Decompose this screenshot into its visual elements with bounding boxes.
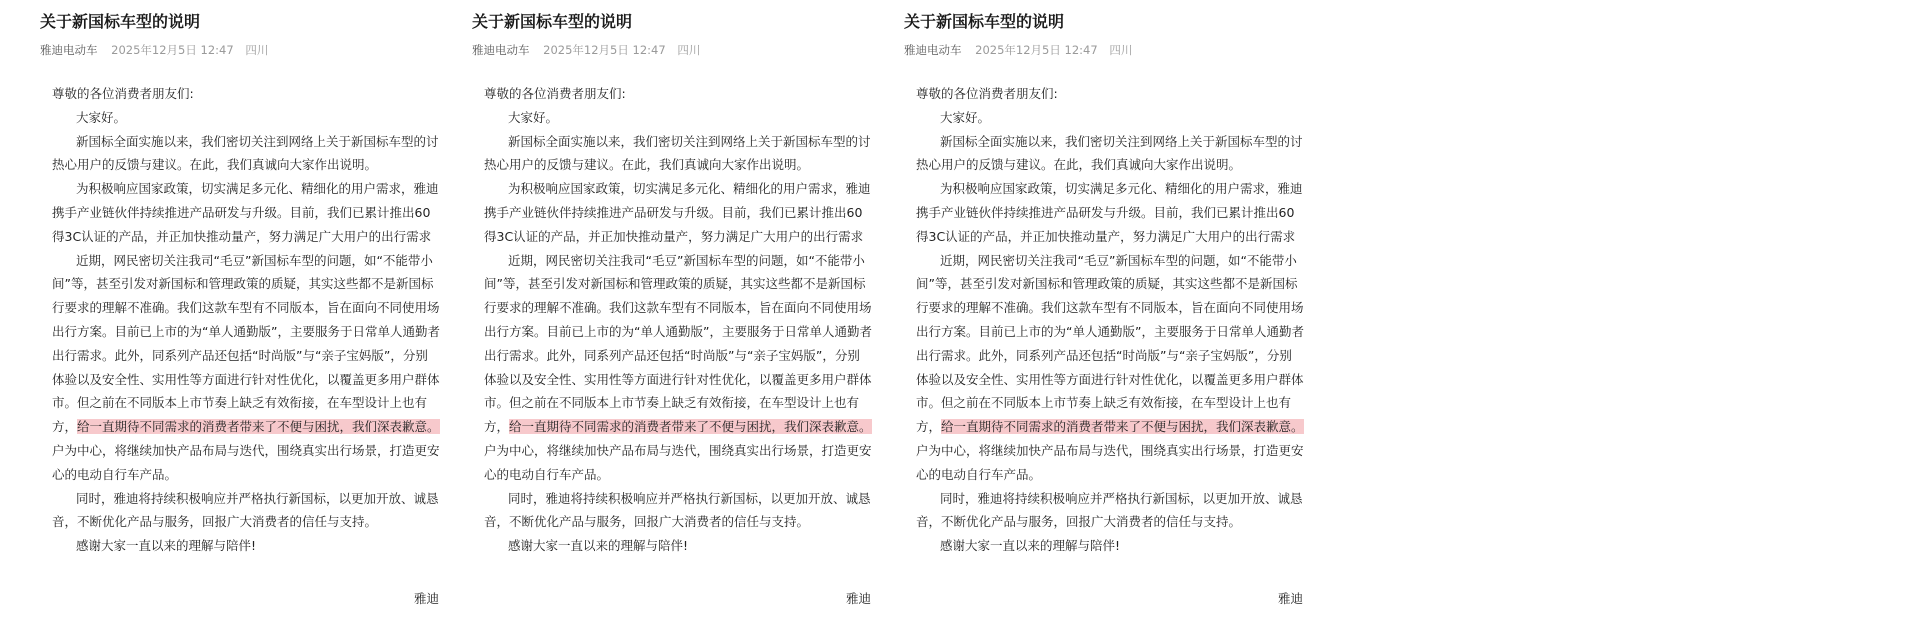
paragraph-line: 心的电动自行车产品。 bbox=[916, 466, 1042, 482]
paragraph-line: 得3C认证的产品，并正加快推动量产，努力满足广大用户的出行需求 bbox=[52, 228, 432, 244]
highlight-prefix: 方， bbox=[916, 419, 942, 435]
paragraph-line: 尊敬的各位消费者朋友们: bbox=[916, 86, 1058, 101]
paragraph-line: 心的电动自行车产品。 bbox=[52, 466, 178, 482]
highlighted-apology-text[interactable]: 给一直期待不同需求的消费者带来了不便与困扰，我们深表歉意。 bbox=[509, 419, 872, 435]
highlight-prefix: 方， bbox=[52, 419, 78, 435]
paragraph-line: 新国标全面实施以来，我们密切关注到网络上关于新国标车型的讨 bbox=[940, 133, 1303, 149]
article-signature: 雅迪 bbox=[846, 591, 872, 606]
paragraph-line: 间”等，甚至引发对新国标和管理政策的质疑，其实这些都不是新国标 bbox=[916, 276, 1298, 292]
paragraph-line: 新国标全面实施以来，我们密切关注到网络上关于新国标车型的讨 bbox=[76, 133, 439, 149]
highlighted-line bbox=[916, 415, 1916, 439]
paragraph-line: 间”等，甚至引发对新国标和管理政策的质疑，其实这些都不是新国标 bbox=[484, 276, 866, 292]
article-source[interactable]: 雅迪电动车 bbox=[904, 43, 962, 57]
highlight-prefix: 方， bbox=[484, 419, 510, 435]
paragraph-line: 户为中心，将继续加快产品布局与迭代，围绕真实出行场景，打造更安 bbox=[484, 442, 872, 458]
paragraph-line: 户为中心，将继续加快产品布局与迭代，围绕真实出行场景，打造更安 bbox=[916, 442, 1304, 458]
paragraph-line: 出行方案。目前已上市的为“单人通勤版”，主要服务于日常单人通勤者 bbox=[916, 323, 1304, 339]
article-panel-2 bbox=[432, 0, 872, 640]
article-signature: 雅迪 bbox=[1278, 591, 1304, 606]
paragraph-line: 尊敬的各位消费者朋友们: bbox=[484, 86, 626, 101]
article-location: 四川 bbox=[1109, 43, 1133, 57]
paragraph-line: 音，不断优化产品与服务，回报广大消费者的信任与支持。 bbox=[916, 514, 1242, 530]
article-date: 2025年12月5日 12:47 bbox=[975, 43, 1098, 57]
paragraph-line: 体验以及安全性、实用性等方面进行针对性优化，以覆盖更多用户群体 bbox=[916, 371, 1304, 387]
paragraph-line: 音，不断优化产品与服务，回报广大消费者的信任与支持。 bbox=[484, 514, 810, 530]
paragraph-line: 出行需求。此外，同系列产品还包括“时尚版”与“亲子宝妈版”，分别 bbox=[484, 347, 860, 363]
highlighted-apology-text[interactable]: 给一直期待不同需求的消费者带来了不便与困扰，我们深表歉意。 bbox=[941, 419, 1304, 435]
paragraph-line: 新国标全面实施以来，我们密切关注到网络上关于新国标车型的讨 bbox=[508, 133, 871, 149]
paragraph-line: 市。但之前在不同版本上市节奏上缺乏有效衔接，在车型设计上也有 bbox=[484, 395, 860, 411]
paragraph-line: 大家好。 bbox=[940, 109, 991, 125]
paragraph-line: 近期，网民密切关注我司“毛豆”新国标车型的问题，如“不能带小 bbox=[76, 252, 433, 268]
paragraph-line: 大家好。 bbox=[508, 109, 559, 125]
paragraph-line: 携手产业链伙伴持续推进产品研发与升级。目前，我们已累计推出60 bbox=[52, 204, 431, 220]
article-meta bbox=[40, 42, 268, 58]
paragraph-line: 同时，雅迪将持续积极响应并严格执行新国标，以更加开放、诚恳 bbox=[508, 490, 871, 506]
article-location: 四川 bbox=[677, 43, 701, 57]
paragraph-line: 心的电动自行车产品。 bbox=[484, 466, 610, 482]
paragraph-line: 感谢大家一直以来的理解与陪伴! bbox=[940, 538, 1121, 554]
paragraph-line: 近期，网民密切关注我司“毛豆”新国标车型的问题，如“不能带小 bbox=[508, 252, 865, 268]
paragraph-line: 出行方案。目前已上市的为“单人通勤版”，主要服务于日常单人通勤者 bbox=[484, 323, 872, 339]
paragraph-line: 出行需求。此外，同系列产品还包括“时尚版”与“亲子宝妈版”，分别 bbox=[52, 347, 428, 363]
article-panel-3 bbox=[864, 0, 1304, 640]
paragraph-line: 出行方案。目前已上市的为“单人通勤版”，主要服务于日常单人通勤者 bbox=[52, 323, 440, 339]
paragraph-line: 体验以及安全性、实用性等方面进行针对性优化，以覆盖更多用户群体 bbox=[484, 371, 872, 387]
paragraph-line: 行要求的理解不准确。我们这款车型有不同版本，旨在面向不同使用场 bbox=[52, 300, 440, 316]
paragraph-line: 感谢大家一直以来的理解与陪伴! bbox=[76, 538, 257, 554]
article-meta bbox=[472, 42, 700, 58]
paragraph-line: 间”等，甚至引发对新国标和管理政策的质疑，其实这些都不是新国标 bbox=[52, 276, 434, 292]
article-panel-1 bbox=[0, 0, 440, 640]
paragraph-line: 市。但之前在不同版本上市节奏上缺乏有效衔接，在车型设计上也有 bbox=[916, 395, 1292, 411]
article-source[interactable]: 雅迪电动车 bbox=[40, 43, 98, 57]
paragraph-line: 户为中心，将继续加快产品布局与迭代，围绕真实出行场景，打造更安 bbox=[52, 442, 440, 458]
paragraph-line: 感谢大家一直以来的理解与陪伴! bbox=[508, 538, 689, 554]
paragraph-line: 热心用户的反馈与建议。在此，我们真诚向大家作出说明。 bbox=[484, 157, 810, 173]
article-body bbox=[916, 82, 1916, 558]
paragraph-line: 尊敬的各位消费者朋友们: bbox=[52, 86, 194, 101]
paragraph-line: 行要求的理解不准确。我们这款车型有不同版本，旨在面向不同使用场 bbox=[484, 300, 872, 316]
article-location: 四川 bbox=[245, 43, 269, 57]
paragraph-line: 同时，雅迪将持续积极响应并严格执行新国标，以更加开放、诚恳 bbox=[76, 490, 439, 506]
article-signature: 雅迪 bbox=[414, 591, 440, 606]
paragraph-line: 得3C认证的产品，并正加快推动量产，努力满足广大用户的出行需求 bbox=[484, 228, 864, 244]
article-title: 关于新国标车型的说明 bbox=[40, 12, 201, 31]
article-title: 关于新国标车型的说明 bbox=[904, 12, 1065, 31]
article-title: 关于新国标车型的说明 bbox=[472, 12, 633, 31]
paragraph-line: 携手产业链伙伴持续推进产品研发与升级。目前，我们已累计推出60 bbox=[484, 204, 863, 220]
paragraph-line: 音，不断优化产品与服务，回报广大消费者的信任与支持。 bbox=[52, 514, 378, 530]
paragraph-line: 体验以及安全性、实用性等方面进行针对性优化，以覆盖更多用户群体 bbox=[52, 371, 440, 387]
paragraph-line: 市。但之前在不同版本上市节奏上缺乏有效衔接，在车型设计上也有 bbox=[52, 395, 428, 411]
highlighted-apology-text[interactable]: 给一直期待不同需求的消费者带来了不便与困扰，我们深表歉意。 bbox=[77, 419, 440, 435]
paragraph-line: 携手产业链伙伴持续推进产品研发与升级。目前，我们已累计推出60 bbox=[916, 204, 1295, 220]
paragraph-line: 同时，雅迪将持续积极响应并严格执行新国标，以更加开放、诚恳 bbox=[940, 490, 1303, 506]
paragraph-line: 行要求的理解不准确。我们这款车型有不同版本，旨在面向不同使用场 bbox=[916, 300, 1304, 316]
paragraph-line: 得3C认证的产品，并正加快推动量产，努力满足广大用户的出行需求 bbox=[916, 228, 1296, 244]
paragraph-line: 为积极响应国家政策，切实满足多元化、精细化的用户需求，雅迪 bbox=[508, 181, 871, 197]
paragraph-line: 热心用户的反馈与建议。在此，我们真诚向大家作出说明。 bbox=[916, 157, 1242, 173]
paragraph-line: 为积极响应国家政策，切实满足多元化、精细化的用户需求，雅迪 bbox=[76, 181, 439, 197]
paragraph-line: 出行需求。此外，同系列产品还包括“时尚版”与“亲子宝妈版”，分别 bbox=[916, 347, 1292, 363]
article-source[interactable]: 雅迪电动车 bbox=[472, 43, 530, 57]
paragraph-line: 近期，网民密切关注我司“毛豆”新国标车型的问题，如“不能带小 bbox=[940, 252, 1297, 268]
paragraph-line: 为积极响应国家政策，切实满足多元化、精细化的用户需求，雅迪 bbox=[940, 181, 1303, 197]
article-meta bbox=[904, 42, 1132, 58]
article-date: 2025年12月5日 12:47 bbox=[111, 43, 234, 57]
paragraph-line: 大家好。 bbox=[76, 109, 127, 125]
article-date: 2025年12月5日 12:47 bbox=[543, 43, 666, 57]
paragraph-line: 热心用户的反馈与建议。在此，我们真诚向大家作出说明。 bbox=[52, 157, 378, 173]
